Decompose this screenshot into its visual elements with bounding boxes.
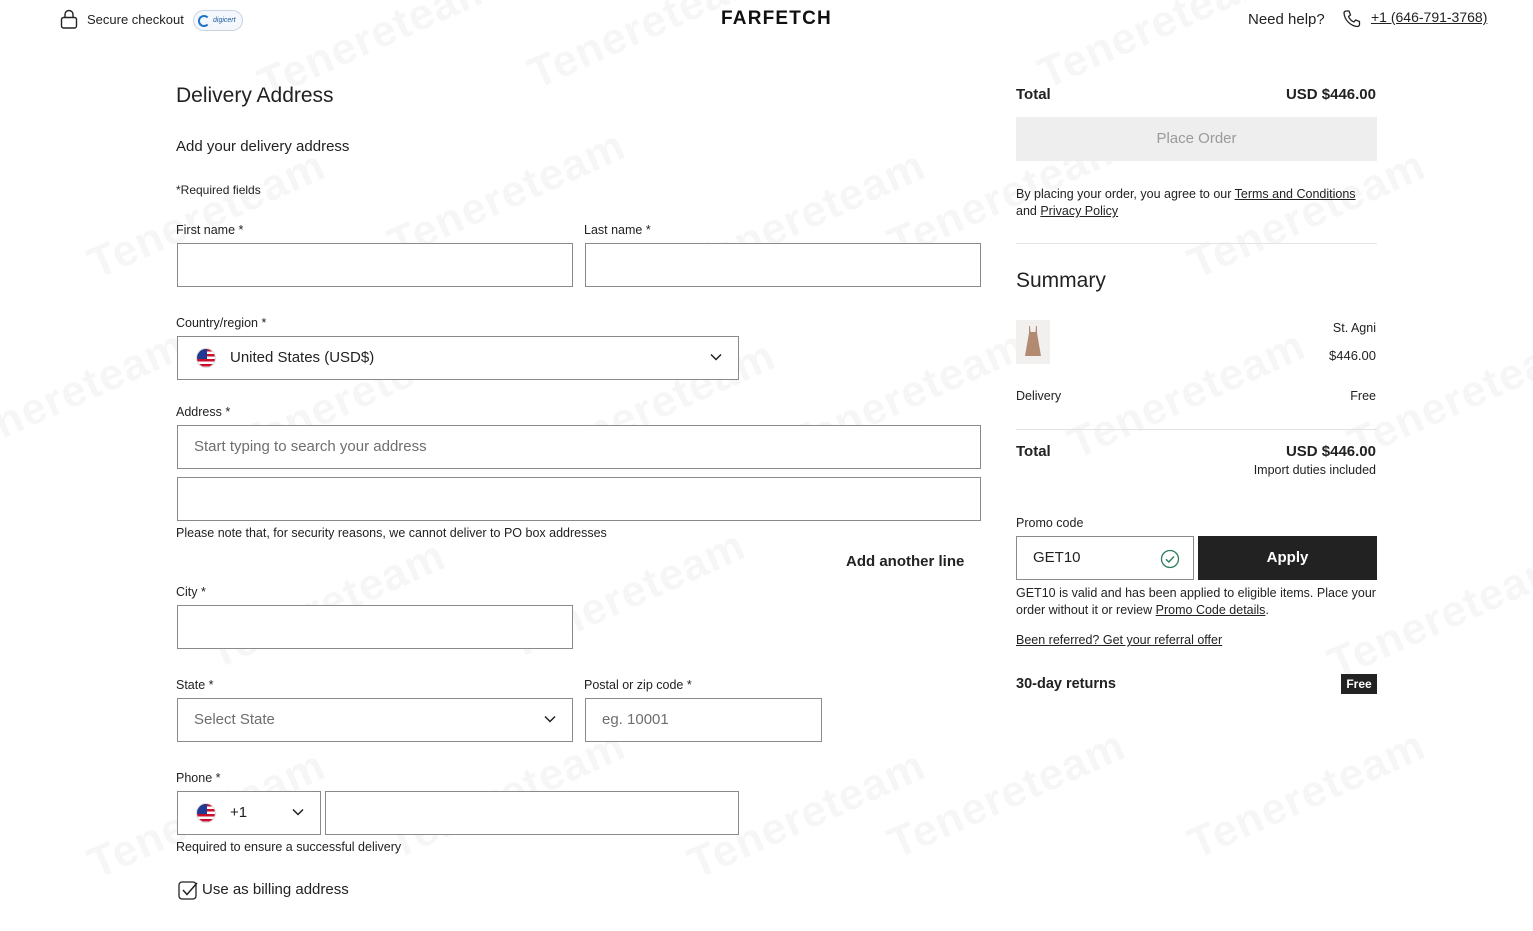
add-another-line-button[interactable]: Add another line	[846, 553, 965, 570]
referral-link[interactable]: Been referred? Get your referral offer	[1016, 633, 1223, 647]
divider	[1016, 429, 1377, 430]
phone-number-value	[326, 804, 342, 821]
place-order-button[interactable]: Place Order	[1016, 117, 1377, 161]
phone-link[interactable]: +1 (646-791-3768)	[1371, 9, 1488, 25]
last-name-value	[586, 256, 602, 273]
promo-code-value: GET10	[1033, 549, 1081, 566]
summary-title: Summary	[1016, 269, 1106, 292]
check-circle-icon	[1160, 549, 1180, 569]
delivery-label: Delivery	[1016, 389, 1062, 403]
privacy-link[interactable]: Privacy Policy	[1040, 204, 1119, 218]
promo-code-input[interactable]	[1016, 536, 1194, 580]
order-total-value: USD $446.00	[1285, 86, 1376, 103]
summary-total-value: USD $446.00	[1285, 443, 1376, 460]
legal-prefix: By placing your order, you agree to our	[1016, 187, 1232, 201]
digicert-seal-text: digicert	[213, 17, 236, 24]
us-flag-graphic	[197, 804, 216, 823]
legal-and: and	[1016, 204, 1037, 218]
phone-note: Required to ensure a successful delivery	[176, 840, 402, 854]
phone-label: Phone *	[176, 771, 221, 785]
divider	[1016, 243, 1377, 244]
first-name-field[interactable]	[177, 243, 573, 287]
secure-checkout-label: Secure checkout	[87, 12, 184, 27]
promo-message-text: GET10 is valid and has been applied to eligible items. Place your order without it or review	[1016, 586, 1376, 617]
us-flag-icon	[196, 803, 216, 823]
promo-message-end: .	[1265, 603, 1269, 617]
promo-details-link[interactable]: Promo Code details	[1155, 603, 1266, 617]
phone-icon	[1342, 9, 1362, 29]
us-flag-icon	[196, 348, 216, 368]
phone-code-value: +1	[230, 804, 248, 821]
po-box-note: Please note that, for security reasons, we cannot deliver to PO box addresses	[176, 526, 607, 540]
chevron-down-icon	[710, 353, 722, 361]
state-label: State *	[176, 678, 214, 692]
phone-number-input[interactable]	[325, 791, 739, 835]
first-name-label: First name *	[176, 223, 244, 237]
postal-label: Postal or zip code *	[584, 678, 692, 692]
city-field[interactable]	[177, 605, 573, 649]
summary-total-label: Total	[1016, 443, 1051, 460]
last-name-field[interactable]	[585, 243, 981, 287]
watermark-text	[1181, 721, 1433, 870]
us-flag-graphic	[197, 349, 216, 368]
address-placeholder: Start typing to search your address	[194, 438, 427, 455]
required-fields-note: *Required fields	[176, 183, 261, 197]
dress-image	[1016, 320, 1050, 364]
address-line-2-value	[178, 490, 194, 507]
help-label: Need help?	[1248, 11, 1325, 28]
billing-address-label: Use as billing address	[202, 881, 349, 898]
postal-placeholder: eg. 10001	[602, 711, 669, 728]
item-brand: St. Agni	[1332, 321, 1376, 335]
address-line-2-input[interactable]	[177, 477, 981, 521]
country-label: Country/region *	[176, 316, 267, 330]
watermark-text	[0, 321, 193, 470]
postal-code-input[interactable]	[585, 698, 822, 742]
address-search-input[interactable]	[177, 425, 981, 469]
promo-code-label: Promo code	[1016, 516, 1084, 530]
watermark-text	[881, 721, 1133, 870]
duties-note: Import duties included	[1253, 463, 1376, 477]
country-value: United States (USD$)	[230, 349, 375, 366]
page-title: Delivery Address	[176, 84, 334, 107]
billing-address-checkbox[interactable]	[178, 880, 198, 900]
terms-link[interactable]: Terms and Conditions	[1234, 187, 1356, 201]
returns-label: 30-day returns	[1016, 676, 1116, 692]
state-placeholder: Select State	[194, 711, 275, 728]
apply-promo-button[interactable]: Apply	[1198, 536, 1377, 580]
delivery-value: Free	[1350, 389, 1376, 403]
city-value	[178, 618, 194, 635]
country-select[interactable]	[177, 336, 739, 380]
first-name-value	[178, 256, 194, 273]
phone-country-code-select[interactable]	[177, 791, 321, 835]
product-thumbnail[interactable]	[1016, 320, 1050, 364]
chevron-down-icon	[544, 715, 556, 723]
state-select[interactable]	[177, 698, 573, 742]
item-price: $446.00	[1329, 348, 1376, 363]
address-label: Address *	[176, 405, 231, 419]
last-name-label: Last name *	[584, 223, 651, 237]
legal-text	[1016, 186, 1377, 220]
brand-logo[interactable]: FARFETCH	[721, 8, 832, 29]
form-subtitle: Add your delivery address	[176, 138, 350, 155]
chevron-down-icon	[292, 808, 304, 816]
free-returns-badge: Free	[1341, 674, 1377, 694]
city-label: City *	[176, 585, 206, 599]
promo-message	[1016, 585, 1377, 619]
order-total-label: Total	[1016, 86, 1051, 103]
